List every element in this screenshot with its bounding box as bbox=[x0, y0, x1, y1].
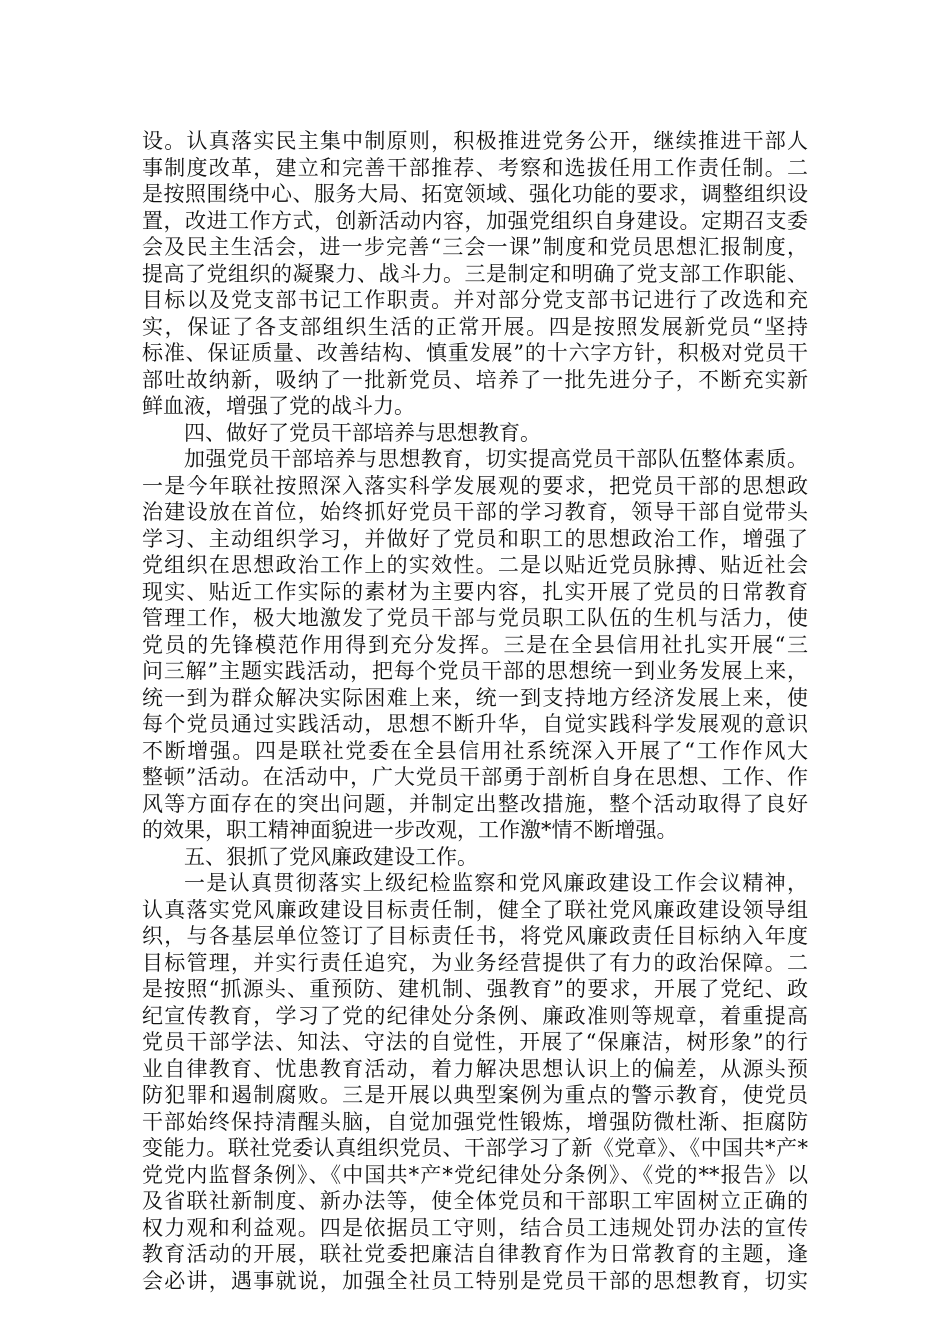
text-line: 认真落实党风廉政建设目标责任制，健全了联社党风廉政建设领导组 bbox=[142, 897, 808, 922]
text-line: 一是今年联社按照深入落实科学发展观的要求，把党员干部的思想政 bbox=[142, 473, 808, 498]
text-line: 会必讲，遇事就说，加强全社员工特别是党员干部的思想教育，切实 bbox=[142, 1268, 808, 1293]
text-line: 变能力。联社党委认真组织党员、干部学习了新《党章》、《中国共*产* bbox=[142, 1136, 808, 1160]
text-line: 党员的先锋模范作用得到充分发挥。三是在全县信用社扎实开展“三 bbox=[142, 632, 808, 657]
text-line: 现实、贴近工作实际的素材为主要内容，扎实开展了党员的日常教育 bbox=[142, 579, 808, 604]
text-line: 纪宣传教育，学习了党的纪律处分条例、廉政准则等规章，着重提高 bbox=[142, 1003, 808, 1028]
paragraph-first-line: 四、做好了党员干部培养与思想教育。 bbox=[184, 420, 541, 445]
text-line: 会及民主生活会，进一步完善“三会一课”制度和党员思想汇报制度， bbox=[142, 235, 808, 259]
text-line: 整顿”活动。在活动中，广大党员干部勇于剖析自身在思想、工作、作 bbox=[142, 765, 808, 789]
text-line: 党党内监督条例》、《中国共*产*党纪律处分条例》、《党的**报告》以 bbox=[142, 1162, 808, 1187]
paragraph-first-line: 一是认真贯彻落实上级纪检监察和党风廉政建设工作会议精神， bbox=[184, 871, 808, 895]
text-line: 不断增强。四是联社党委在全县信用社系统深入开展了“工作作风大 bbox=[142, 738, 808, 763]
text-line: 统一到为群众解决实际困难上来，统一到支持地方经济发展上来，使 bbox=[142, 685, 808, 710]
text-line: 业自律教育、忧患教育活动，着力解决思想认识上的偏差，从源头预 bbox=[142, 1056, 808, 1081]
text-line: 置，改进工作方式，创新活动内容，加强党组织自身建设。定期召支委 bbox=[142, 208, 808, 233]
text-line: 教育活动的开展，联社党委把廉洁自律教育作为日常教育的主题，逢 bbox=[142, 1242, 808, 1266]
text-line: 防犯罪和遏制腐败。三是开展以典型案例为重点的警示教育，使党员 bbox=[142, 1083, 808, 1107]
text-line: 鲜血液，增强了党的战斗力。 bbox=[142, 394, 415, 418]
text-line: 管理工作，极大地激发了党员干部与党员职工队伍的生机与活力，使 bbox=[142, 606, 808, 630]
text-line: 干部始终保持清醒头脑，自觉加强党性锻炼，增强防微杜渐、拒腐防 bbox=[142, 1109, 808, 1134]
text-line: 目标以及党支部书记工作职责。并对部分党支部书记进行了改选和充 bbox=[142, 288, 808, 312]
text-line: 提高了党组织的凝聚力、战斗力。三是制定和明确了党支部工作职能、 bbox=[142, 261, 808, 286]
text-line: 部吐故纳新，吸纳了一批新党员、培养了一批先进分子，不断充实新 bbox=[142, 367, 808, 392]
text-line: 治建设放在首位，始终抓好党员干部的学习教育，领导干部自觉带头 bbox=[142, 500, 808, 524]
text-line: 的效果，职工精神面貌进一步改观，工作激*情不断增强。 bbox=[142, 818, 678, 842]
text-line: 是按照“抓源头、重预防、建机制、强教育”的要求，开展了党纪、政 bbox=[142, 977, 808, 1001]
text-line: 每个党员通过实践活动，思想不断升华，自觉实践科学发展观的意识 bbox=[142, 712, 808, 736]
text-line: 党员干部学法、知法、守法的自觉性，开展了“保廉洁，树形象”的行 bbox=[142, 1030, 808, 1054]
text-line: 风等方面存在的突出问题，并制定出整改措施，整个活动取得了良好 bbox=[142, 791, 808, 816]
text-line: 是按照围绕中心、服务大局、拓宽领域、强化功能的要求，调整组织设 bbox=[142, 182, 808, 206]
text-line: 目标管理，并实行责任追究，为业务经营提供了有力的政治保障。二 bbox=[142, 950, 808, 975]
text-line: 事制度改革，建立和完善干部推荐、考察和选拔任用工作责任制。二 bbox=[142, 155, 808, 180]
paragraph-first-line: 五、狠抓了党风廉政建设工作。 bbox=[184, 844, 478, 869]
text-line: 实，保证了各支部组织生活的正常开展。四是按照发展新党员“坚持 bbox=[142, 314, 808, 339]
text-line: 及省联社新制度、新办法等，使全体党员和干部职工牢固树立正确的 bbox=[142, 1189, 808, 1213]
paragraph-first-line: 加强党员干部培养与思想教育，切实提高党员干部队伍整体素质。 bbox=[184, 447, 808, 471]
text-line: 学习、主动组织学习，并做好了党员和职工的思想政治工作，增强了 bbox=[142, 526, 808, 551]
text-line: 党组织在思想政治工作上的实效性。二是以贴近党员脉搏、贴近社会 bbox=[142, 553, 808, 577]
text-line: 设。认真落实民主集中制原则，积极推进党务公开，继续推进干部人 bbox=[142, 129, 808, 153]
text-line: 权力观和利益观。四是依据员工守则，结合员工违规处罚办法的宣传 bbox=[142, 1215, 808, 1240]
document-page bbox=[142, 128, 808, 1294]
text-line: 问三解”主题实践活动，把每个党员干部的思想统一到业务发展上来， bbox=[142, 659, 808, 683]
text-line: 标准、保证质量、改善结构、慎重发展”的十六字方针，积极对党员干 bbox=[142, 341, 808, 365]
text-line: 织，与各基层单位签订了目标责任书，将党风廉政责任目标纳入年度 bbox=[142, 924, 808, 948]
